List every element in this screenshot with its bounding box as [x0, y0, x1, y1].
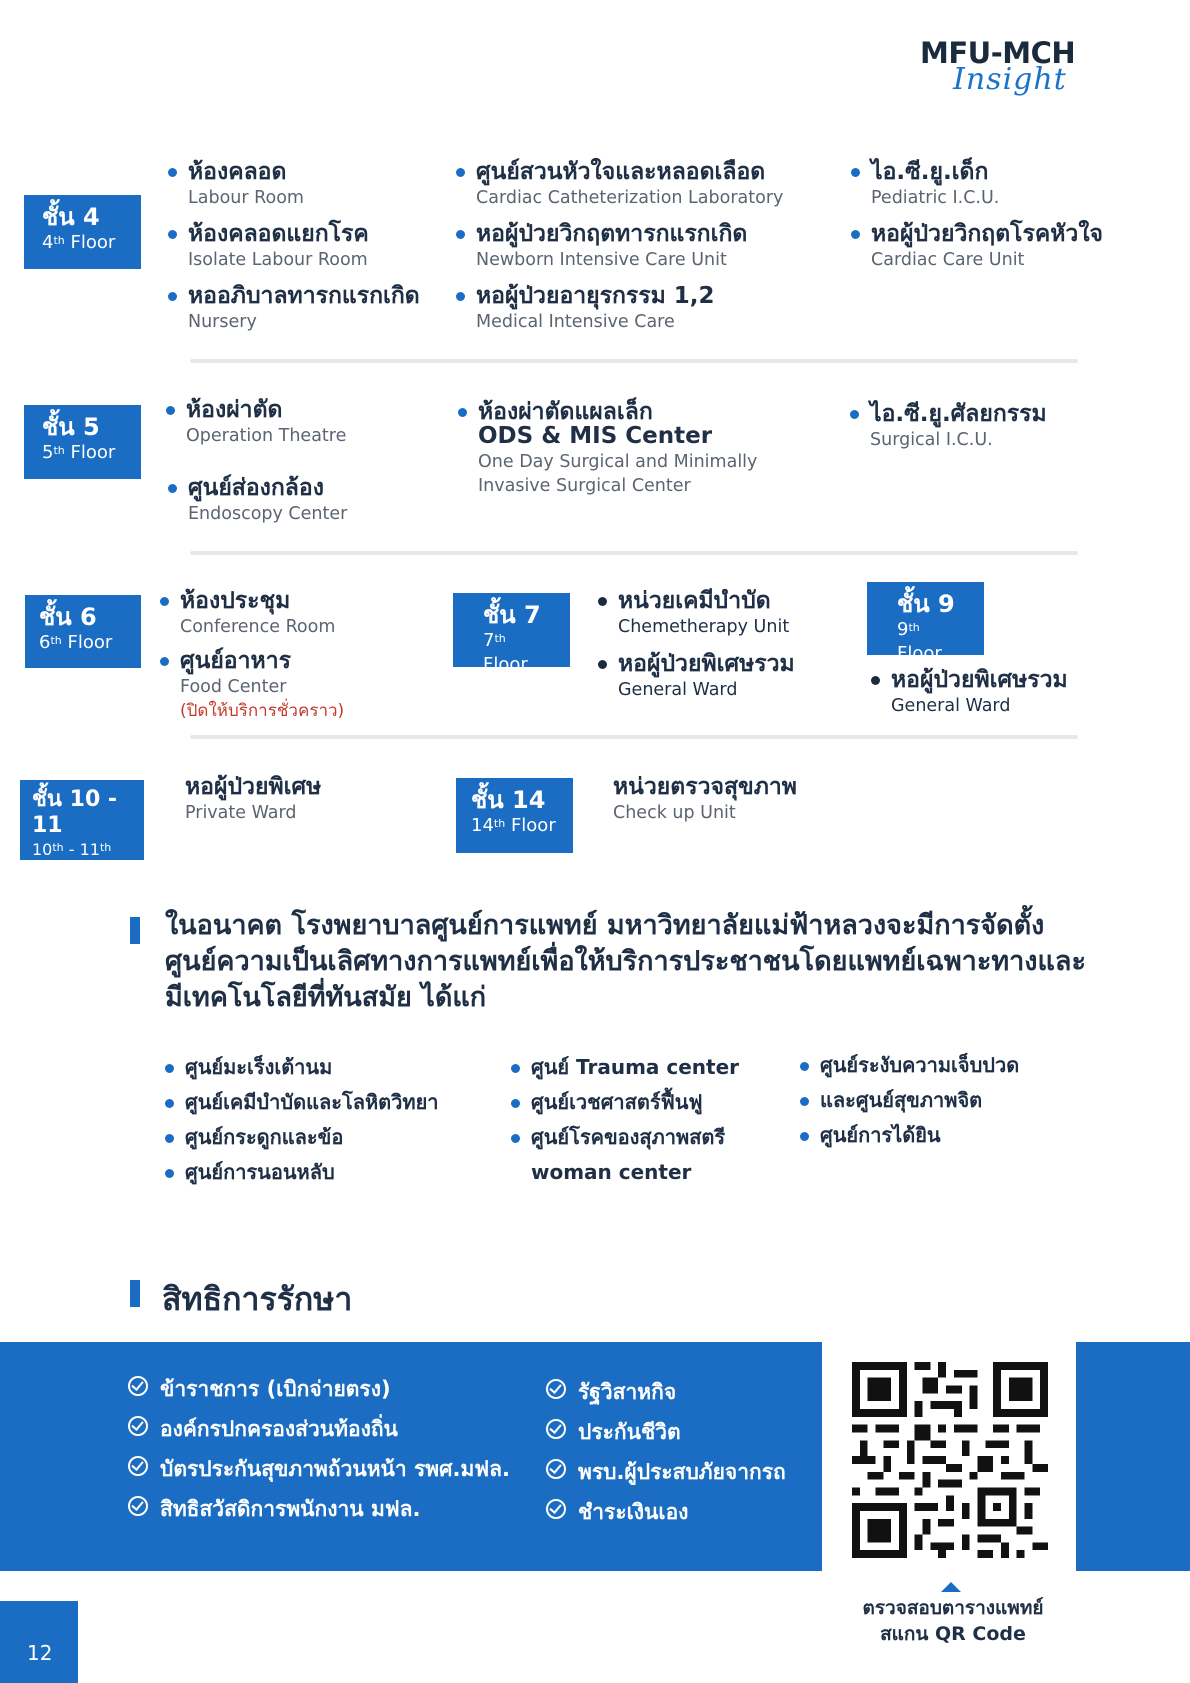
check-circle-icon	[128, 1456, 148, 1476]
future-item: ศูนย์เวชศาสตร์ฟื้นฟู	[531, 1085, 739, 1120]
future-col-2	[531, 1050, 739, 1190]
rights-item: สิทธิสวัสดิการพนักงาน มฟล.	[160, 1493, 510, 1533]
qr-caption: ตรวจสอบตารางแพทย์ สแกน QR Code	[862, 1597, 1044, 1645]
divider	[190, 735, 1078, 739]
future-item: ศูนย์กระดูกและข้อ	[185, 1120, 439, 1155]
future-item: ศูนย์ระงับความเจ็บปวด	[820, 1048, 1019, 1083]
room-picu: ไอ.ซี.ยู.เด็ก Pediatric I.C.U.	[871, 158, 999, 210]
rights-band-right	[1076, 1342, 1190, 1571]
rights-item: พรบ.ผู้ประสบภัยจากรถ	[578, 1456, 786, 1496]
rights-col-2	[578, 1376, 786, 1536]
check-circle-icon	[546, 1459, 566, 1479]
rights-item: ข้าราชการ (เบิกจ่ายตรง)	[160, 1373, 510, 1413]
room-operation-theatre: ห้องผ่าตัด Operation Theatre	[186, 396, 346, 448]
caret-up-icon	[941, 1582, 961, 1592]
check-circle-icon	[128, 1376, 148, 1396]
future-item: ศูนย์มะเร็งเต้านม	[185, 1050, 439, 1085]
check-circle-icon	[546, 1379, 566, 1399]
future-item: และศูนย์สุขภาพจิต	[820, 1083, 1019, 1118]
future-item: ศูนย์เคมีบำบัดและโลหิตวิทยา	[185, 1085, 439, 1120]
future-col-3	[820, 1048, 1019, 1153]
room-private-ward: หอผู้ป่วยพิเศษ Private Ward	[185, 774, 322, 823]
room-labour: ห้องคลอด Labour Room	[188, 158, 304, 210]
check-circle-icon	[128, 1416, 148, 1436]
room-nursery: หออภิบาลทารกแรกเกิด Nursery	[188, 282, 420, 334]
rights-item: บัตรประกันสุขภาพถ้วนหน้า รพศ.มฟล.	[160, 1453, 510, 1493]
divider	[190, 359, 1078, 363]
room-checkup: หน่วยตรวจสุขภาพ Check up Unit	[613, 774, 797, 823]
floor-4-th: ชั้น 4	[42, 203, 100, 231]
room-general-ward-9: หอผู้ป่วยพิเศษรวม General Ward	[891, 666, 1068, 718]
qr-code[interactable]	[852, 1362, 1048, 1558]
room-chemotherapy: หน่วยเคมีบำบัด Chemetherapy Unit	[618, 587, 789, 639]
check-circle-icon	[128, 1496, 148, 1516]
room-cath-lab: ศูนย์สวนหัวใจและหลอดเลือด Cardiac Catheterization Laboratory	[476, 158, 783, 210]
logo-script: Insight	[953, 62, 1067, 97]
rights-title: สิทธิการรักษา	[162, 1280, 353, 1318]
rights-item: ประกันชีวิต	[578, 1416, 786, 1456]
room-isolate-labour: ห้องคลอดแยกโรค Isolate Labour Room	[188, 220, 369, 272]
divider	[190, 551, 1078, 555]
room-medical-icu: หอผู้ป่วยอายุรกรรม 1,2 Medical Intensive Care	[476, 282, 715, 334]
logo-brand: MFU-MCH	[920, 36, 1076, 70]
floor-4-en: 4th Floor	[42, 232, 116, 253]
room-endoscopy: ศูนย์ส่องกล้อง Endoscopy Center	[188, 474, 347, 526]
future-intro-text: ในอนาคต โรงพยาบาลศูนย์การแพทย์ มหาวิทยาลัยแม่ฟ้าหลวงจะมีการจัดตั้งศูนย์ความเป็นเลิศทางการแพทย์เพื่อให้บริการประชาชนโดยแพทย์เฉพาะทางและมีเทคโนโลยีที่ทันสมัย ได้แก่	[165, 910, 1086, 1013]
section-marker	[130, 917, 140, 944]
room-food-center: ศูนย์อาหาร Food Center (ปิดให้บริการชั่วคราว)	[180, 647, 344, 723]
room-general-ward-7: หอผู้ป่วยพิเศษรวม General Ward	[618, 650, 795, 702]
floor-6-badge: ชั้น 6 6th Floor	[25, 595, 141, 668]
section-marker	[130, 1280, 140, 1307]
room-sicu: ไอ.ซี.ยู.ศัลยกรรม Surgical I.C.U.	[870, 400, 1047, 452]
future-col-1	[185, 1050, 439, 1190]
floor-14-badge: ชั้น 14 14th Floor	[456, 778, 573, 853]
closed-note: (ปิดให้บริการชั่วคราว)	[180, 701, 345, 721]
future-item: ศูนย์โรคของสุภาพสตรี	[531, 1120, 739, 1155]
rights-item: ชำระเงินเอง	[578, 1496, 786, 1536]
floor-10-11-badge: ชั้น 10 - 11 10th - 11th Floor	[20, 780, 144, 860]
room-nicu: หอผู้ป่วยวิกฤตทารกแรกเกิด Newborn Intensive Care Unit	[476, 220, 747, 272]
future-item: woman center	[531, 1160, 692, 1184]
rights-item: องค์กรปกครองส่วนท้องถิ่น	[160, 1413, 510, 1453]
check-circle-icon	[546, 1419, 566, 1439]
check-circle-icon	[546, 1499, 566, 1519]
floor-4-badge	[24, 195, 141, 269]
future-item: ศูนย์การได้ยิน	[820, 1118, 1019, 1153]
floor-7-badge: ชั้น 7 7th Floor	[453, 593, 570, 667]
rights-col-1	[160, 1373, 510, 1533]
room-ccu: หอผู้ป่วยวิกฤตโรคหัวใจ Cardiac Care Unit	[871, 220, 1103, 272]
room-conference: ห้องประชุม Conference Room	[180, 587, 335, 639]
future-item: ศูนย์การนอนหลับ	[185, 1155, 439, 1190]
future-item: ศูนย์ Trauma center	[531, 1050, 739, 1085]
room-ods-mis: ห้องผ่าตัดแผลเล็ก ODS & MIS Center One Day Surgical and Minimally Invasive Surgical Center	[478, 398, 757, 498]
floor-5-badge: ชั้น 5 5th Floor	[24, 405, 141, 479]
page-number: 12	[0, 1601, 78, 1683]
rights-item: รัฐวิสาหกิจ	[578, 1376, 786, 1416]
floor-9-badge: ชั้น 9 9th Floor	[867, 582, 984, 655]
